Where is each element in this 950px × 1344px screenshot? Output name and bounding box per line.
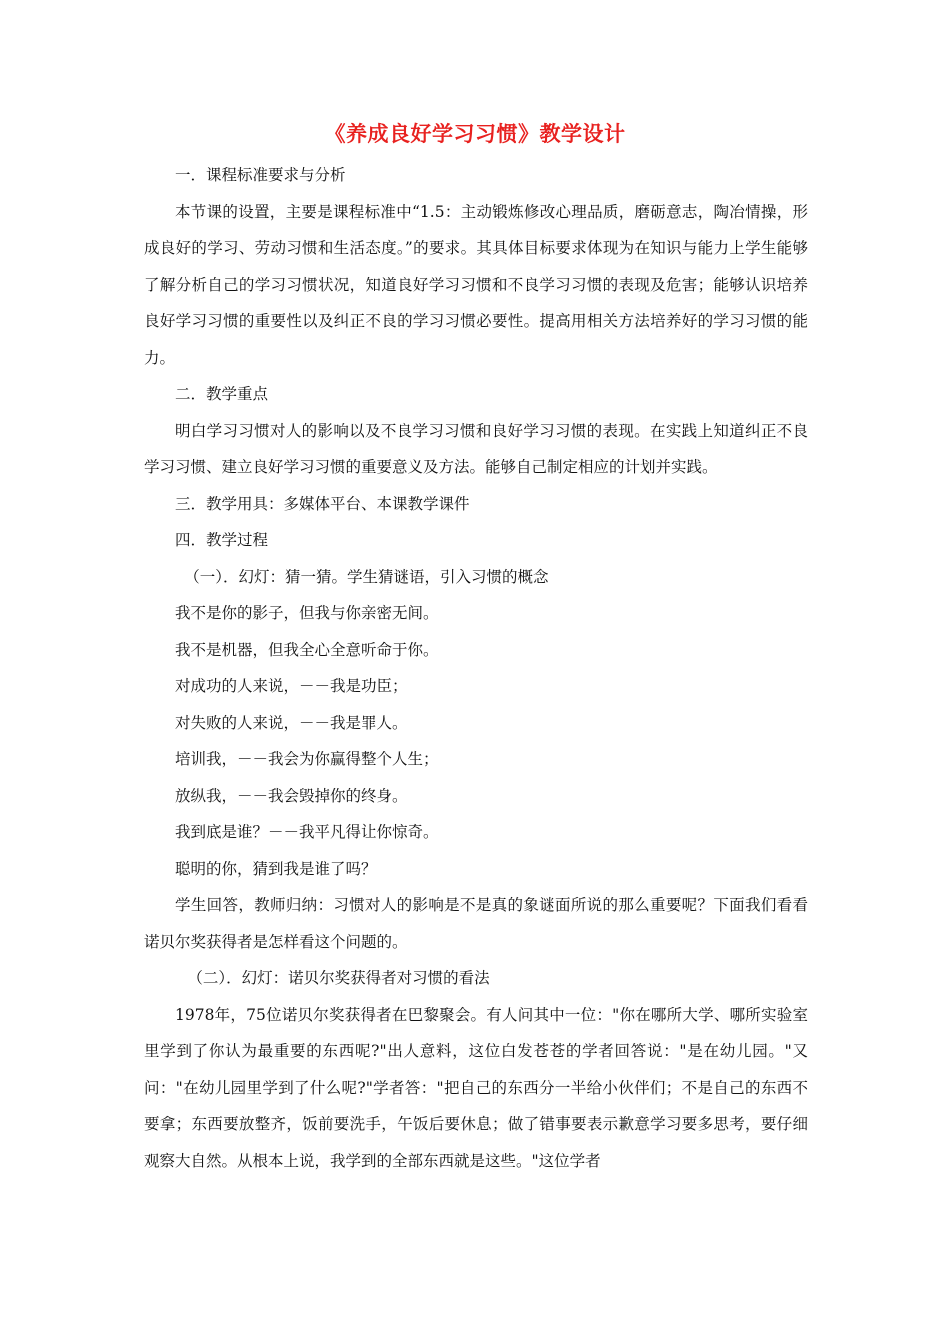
riddle-line: 我到底是谁？－－我平凡得让你惊奇。 [175, 823, 439, 841]
subsection-heading-riddle: （一）．幻灯：猜一猜。学生猜谜语，引入习惯的概念 [184, 567, 549, 586]
section-heading-teaching-process: 四．教学过程 [175, 531, 269, 549]
document-title: 《养成良好学习习惯》教学设计 [324, 122, 626, 146]
paragraph-nobel-story: 1978年，75位诺贝尔奖获得者在巴黎聚会。有人问其中一位："你在哪所大学、哪所实验室里学到了你认为最重要的东西呢?"出人意料，这位白发苍苍的学者回答说："是在幼儿园。"又问："在幼儿园里学到了什么呢?"学者答："把自己的东西分一半给小伙伴们；不是自己的东西不要拿；东西要放整齐，饭前要洗手，午饭后要休息；做了错事要表示歉意学习要多思考，要仔细观察大自然。从根本上说，我学到的全部东西就是这些。"这位学者 [144, 1005, 808, 1170]
subsection-heading-nobel: （二）．幻灯：诺贝尔奖获得者对习惯的看法 [187, 969, 490, 987]
section-heading-key-points: 二．教学重点 [175, 385, 269, 403]
paragraph-key-points: 明白学习习惯对人的影响以及不良学习习惯和良好学习习惯的表现。在实践上知道纠正不良学习习惯、建立良好学习习惯的重要意义及方法。能够自己制定相应的计划并实践。 [144, 421, 808, 476]
section-heading-curriculum: 一．课程标准要求与分析 [175, 166, 346, 184]
riddle-line: 对成功的人来说，－－我是功臣； [175, 677, 408, 695]
riddle-line: 聪明的你，猜到我是谁了吗？ [175, 859, 377, 878]
paragraph-teacher-summary: 学生回答，教师归纳：习惯对人的影响是不是真的象谜面所说的那么重要呢？下面我们看看诺贝尔奖获得者是怎样看这个问题的。 [144, 896, 808, 951]
riddle-line: 对失败的人来说，－－我是罪人。 [175, 713, 408, 732]
riddle-line: 培训我，－－我会为你赢得整个人生； [175, 750, 439, 768]
riddle-line: 我不是机器，但我全心全意听命于你。 [175, 640, 439, 659]
riddle-line: 我不是你的影子，但我与你亲密无间。 [175, 604, 439, 622]
riddle-line: 放纵我，－－我会毁掉你的终身。 [175, 786, 408, 805]
paragraph-curriculum-analysis: 本节课的设置，主要是课程标准中“1.5：主动锻炼修改心理品质，磨砺意志，陶冶情操，形成良好的学习、劳动习惯和生活态度。”的要求。其具体目标要求体现为在知识与能力上学生能够了解分析自己的学习习惯状况，知道良好学习习惯和不良学习习惯的表现及危害；能够认识培养良好学习习惯的重要性以及纠正不良的学习习惯必要性。提高用相关方法培养好的学习习惯的能力。 [144, 202, 808, 367]
section-heading-teaching-tools: 三．教学用具：多媒体平台、本课教学课件 [175, 494, 470, 513]
document-body [144, 157, 808, 1179]
